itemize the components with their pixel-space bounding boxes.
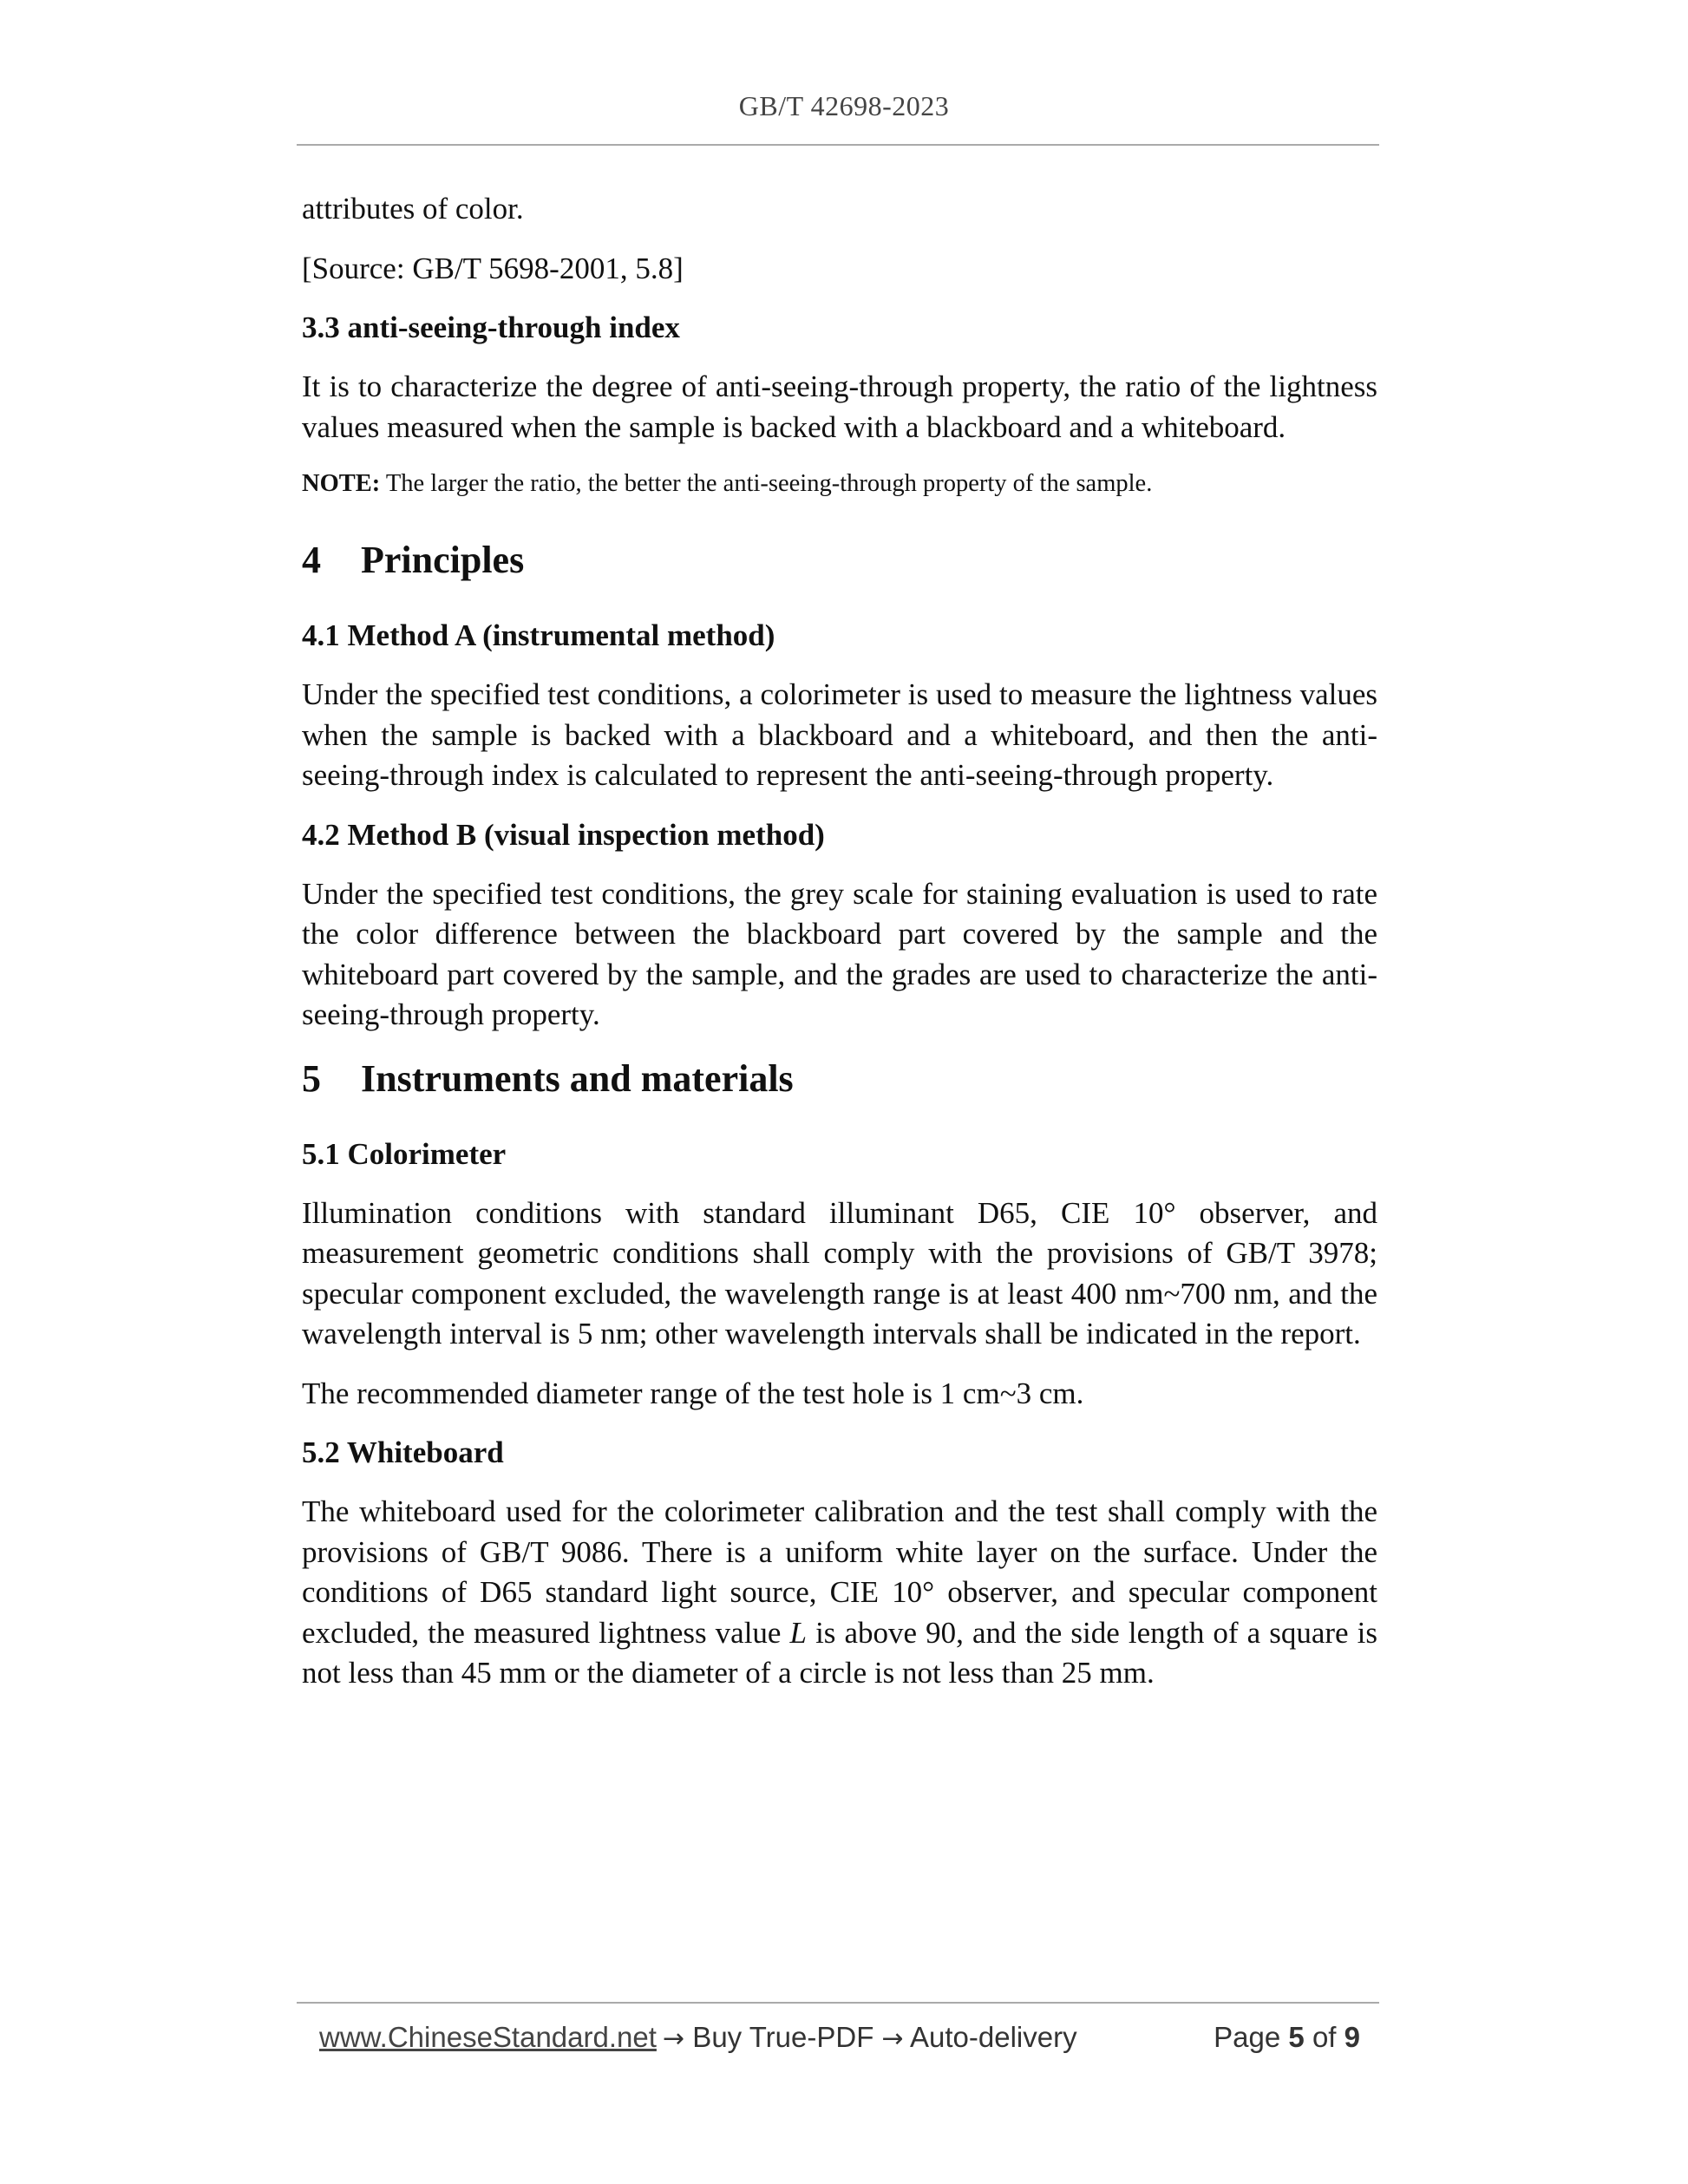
header-divider — [297, 144, 1379, 146]
paragraph-5-1-b: The recommended diameter range of the test hole is 1 cm~3 cm. — [302, 1376, 1084, 1410]
note-label: NOTE: — [302, 470, 381, 497]
section-4-number: 4 — [302, 539, 321, 581]
paragraph-5-2-part-1: The whiteboard used for the colorimeter calibration and the test shall comply with the provisions of GB/T 9086. There is a uniform white layer on the surface. Under the conditions of D65 standard light source, CIE 10° observer, and specular component excluded, the measured lightness value — [302, 1494, 1377, 1650]
note — [302, 467, 1377, 501]
note-text: The larger the ratio, the better the anti-seeing-through property of the sample. — [380, 470, 1153, 497]
section-5-title: Instruments and materials — [361, 1056, 794, 1100]
page-content — [302, 189, 1377, 1713]
footer-promo — [663, 2021, 1077, 2054]
page-footer — [319, 2021, 1369, 2059]
arrow-right-icon: → — [663, 2024, 685, 2054]
lightness-symbol: L — [789, 1615, 808, 1650]
paragraph-source: [Source: GB/T 5698-2001, 5.8] — [302, 251, 684, 285]
paragraph-5-1-a: Illumination conditions with standard illuminant D65, CIE 10° observer, and measurement geometric conditions shall comply with the provisions of GB/T 3978; specular component excluded, the wavelength range is at least 400 nm~700 nm, and the wavelength interval is 5 nm; other wavelength intervals shall be indicated in the report. — [302, 1195, 1377, 1350]
heading-5-1: 5.1 Colorimeter — [302, 1136, 507, 1171]
arrow-right-icon: → — [881, 2024, 904, 2054]
paragraph-4-2: Under the specified test conditions, the grey scale for staining evaluation is used to rate the color difference between the blackboard part covered by the sample and the whiteboard part covered by the sample, and the grades are used to characterize the anti-seeing-through property. — [302, 876, 1377, 1031]
paragraph-4-1: Under the specified test conditions, a colorimeter is used to measure the lightness values when the sample is backed with a blackboard and a whiteboard, and then the anti-seeing-through index is calculated to represent the anti-seeing-through property. — [302, 677, 1377, 792]
heading-4-2: 4.2 Method B (visual inspection method) — [302, 817, 825, 852]
section-4-title: Principles — [361, 539, 525, 581]
page-indicator — [1214, 2021, 1360, 2054]
website-link[interactable]: www.ChineseStandard.net — [319, 2021, 657, 2053]
page-of: of — [1304, 2021, 1345, 2053]
page-total: 9 — [1344, 2021, 1360, 2053]
document-id-header: GB/T 42698-2023 — [738, 90, 950, 121]
heading-3-3: 3.3 anti-seeing-through index — [302, 311, 680, 344]
buy-true-pdf-text: Buy True-PDF — [684, 2021, 882, 2053]
heading-4-1: 4.1 Method A (instrumental method) — [302, 618, 775, 652]
page-current: 5 — [1288, 2021, 1305, 2053]
section-5-number: 5 — [302, 1056, 321, 1100]
page-label: Page — [1214, 2021, 1289, 2053]
paragraph-3-3: It is to characterize the degree of anti-seeing-through property, the ratio of the lightness values measured when the sample is backed with a blackboard and a whiteboard. — [302, 369, 1377, 444]
footer-divider — [297, 2002, 1379, 2004]
paragraph-attributes: attributes of color. — [302, 192, 524, 226]
heading-section-4 — [302, 536, 1377, 585]
heading-5-2: 5.2 Whiteboard — [302, 1435, 504, 1469]
heading-section-5 — [302, 1055, 1377, 1103]
paragraph-5-2 — [302, 1492, 1377, 1694]
auto-delivery-text: Auto-delivery — [903, 2021, 1077, 2053]
paragraph-5-2-part-2: is above 90, and the side length of a square is not less than 45 mm or the diameter of a circle is not less than 25 mm. — [302, 1615, 1377, 1690]
